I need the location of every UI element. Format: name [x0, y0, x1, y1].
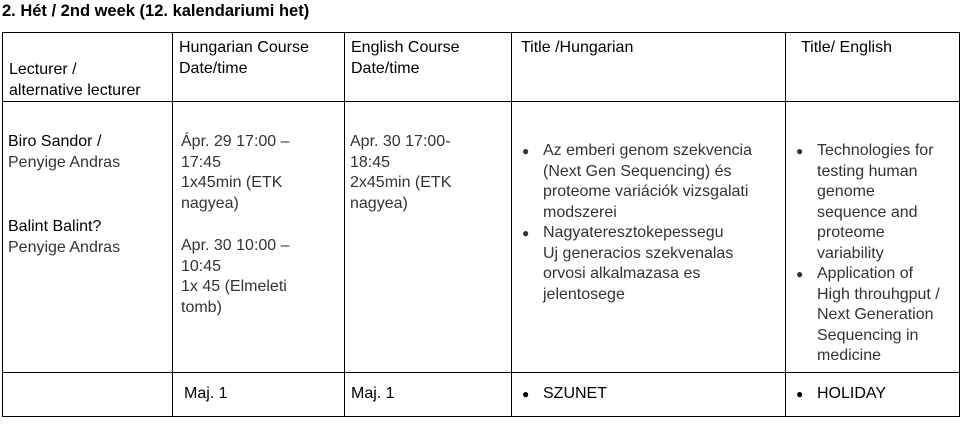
header-lecturer	[3, 33, 173, 102]
title-en-item1-line5: proteome	[817, 224, 885, 241]
header-lecturer-line1: Lecturer /	[9, 61, 77, 78]
title-en-item2-line1: Application of	[817, 265, 914, 282]
footer-hu-date: Maj. 1	[184, 385, 228, 403]
footer-title-hu-cell	[512, 373, 786, 417]
bullet-icon: ●	[522, 226, 530, 240]
footer-lecturer-cell	[3, 373, 173, 417]
bullet-icon: ●	[796, 267, 804, 281]
title-en-item1-line3: genome	[817, 183, 875, 200]
schedule-table	[2, 32, 960, 417]
bullet-icon: ●	[522, 144, 530, 158]
bullet-icon: ●	[796, 144, 804, 158]
header-en-course-line1: English Course	[351, 39, 460, 56]
title-en-item1-line6: variability	[817, 244, 884, 262]
footer-en-date-cell	[345, 373, 512, 417]
list-item	[512, 223, 785, 305]
lecturer-first-line2: Penyige Andras	[8, 153, 121, 171]
list-item	[786, 141, 959, 264]
title-en-item2-line2: High throuhgput /	[817, 285, 940, 303]
hu-course-second-line3: 1x 45 (Elmeleti	[181, 278, 287, 295]
list-item	[786, 384, 959, 405]
title-en-item1-line1: Technologies for	[817, 142, 934, 159]
title-en-item2-line3: Next Generation	[817, 306, 934, 323]
header-row	[3, 33, 960, 102]
footer-title-hu: SZUNET	[543, 385, 607, 403]
hu-course-first-line2: 17:45	[181, 153, 222, 171]
bullet-icon: ●	[522, 387, 530, 402]
footer-title-en-list	[786, 384, 959, 405]
list-item	[512, 141, 785, 223]
header-title-hu	[512, 33, 786, 102]
title-hu-item1-line1: Az emberi genom szekvencia	[543, 142, 752, 159]
header-en-course-line2: Date/time	[351, 59, 420, 77]
footer-hu-date-cell	[173, 373, 345, 417]
lecturer-second-line2: Penyige Andras	[8, 238, 121, 256]
header-title-hu-label: Title /Hungarian	[521, 39, 634, 56]
title-hu-item1-line4: modszerei	[543, 203, 617, 221]
title-hu-item2-line1: Nagyateresztokepessegu	[543, 224, 724, 241]
hu-course-second-line1: Apr. 30 10:00 –	[181, 237, 290, 254]
header-hu-course	[173, 33, 345, 102]
title-en-item1-line4: sequence and	[817, 203, 918, 221]
en-course-line1: Apr. 30 17:00-	[350, 133, 451, 150]
lecturer-first-line1: Biro Sandor /	[8, 133, 102, 150]
title-en-item2-line5: medicine	[817, 347, 882, 364]
en-course-line3: 2x45min (ETK	[350, 174, 452, 191]
header-lecturer-line2: alternative lecturer	[9, 81, 141, 99]
title-en-list	[786, 102, 959, 367]
en-course-cell	[345, 102, 512, 373]
title-en-item2-line4: Sequencing in	[817, 326, 919, 344]
hu-course-second-line4: tomb)	[181, 298, 222, 316]
header-en-course	[345, 33, 512, 102]
header-title-en-label: Title/ English	[801, 39, 892, 56]
lecturer-second-line1: Balint Balint?	[8, 218, 102, 235]
list-item	[786, 264, 959, 367]
footer-title-en-cell	[786, 373, 960, 417]
header-hu-course-line2: Date/time	[179, 59, 248, 77]
title-hu-list	[512, 102, 785, 305]
header-hu-course-line1: Hungarian Course	[179, 39, 309, 56]
week-row	[3, 102, 960, 373]
title-en-item1-line2: testing human	[817, 162, 918, 180]
title-hu-cell	[512, 102, 786, 373]
holiday-row	[3, 373, 960, 417]
title-en-cell	[786, 102, 960, 373]
hu-course-cell	[173, 102, 345, 373]
bullet-icon: ●	[796, 387, 804, 402]
hu-course-first-line4: nagyea)	[181, 194, 239, 212]
title-hu-item2-line4: jelentosege	[543, 285, 625, 303]
title-hu-item2-line2: Uj generacios szekvenalas	[543, 244, 734, 262]
footer-title-en: HOLIDAY	[817, 385, 887, 403]
hu-course-first-line3: 1x45min (ETK	[181, 174, 283, 191]
header-title-en	[786, 33, 960, 102]
title-hu-item1-line2: (Next Gen Sequencing) és	[543, 162, 732, 180]
title-hu-item1-line3: proteome variációk vizsgalati	[543, 183, 749, 200]
en-course-line2: 18:45	[350, 153, 391, 171]
footer-title-hu-list	[512, 384, 785, 405]
en-course-line4: nagyea)	[350, 194, 408, 212]
list-item	[512, 384, 785, 405]
page-heading: 2. Hét / 2nd week (12. kalendariumi het)	[2, 2, 310, 20]
lecturer-cell	[3, 102, 173, 373]
hu-course-second-line2: 10:45	[181, 257, 222, 275]
title-hu-item2-line3: orvosi alkalmazasa es	[543, 265, 701, 282]
footer-en-date: Maj. 1	[351, 385, 395, 403]
hu-course-first-line1: Ápr. 29 17:00 –	[181, 133, 290, 150]
